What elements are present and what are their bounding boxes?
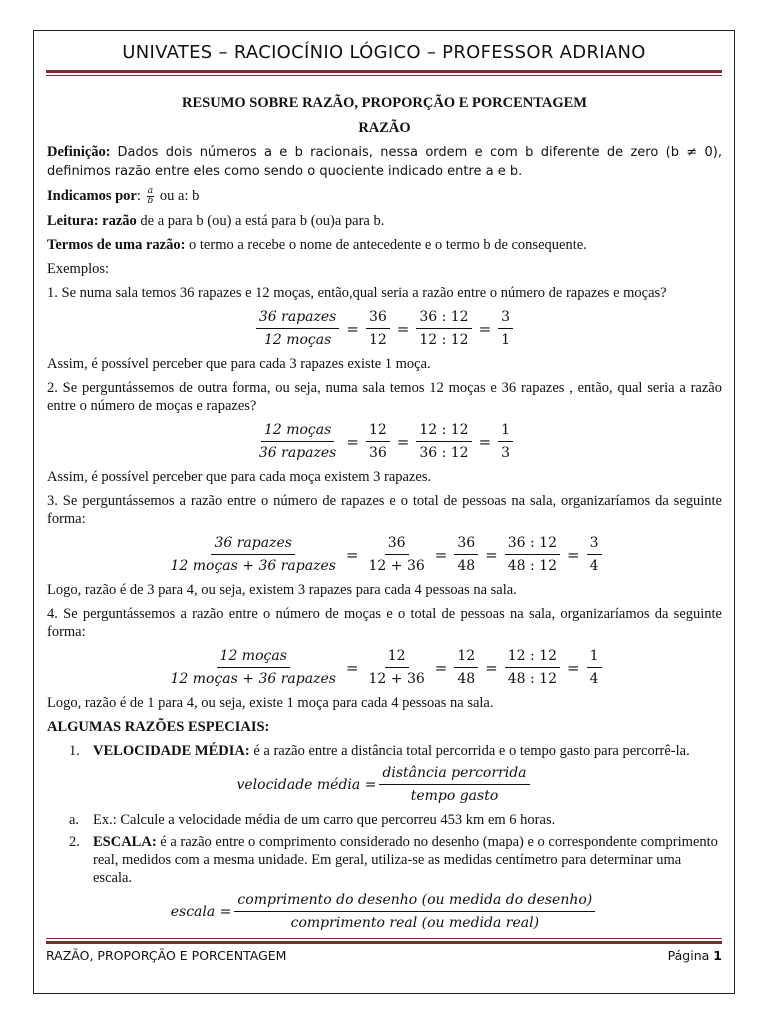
header-rule-thin: [46, 75, 722, 76]
fraction: [366, 647, 428, 688]
numerator: comprimento do desenho (ou medida do desenho): [234, 891, 595, 912]
formula-lhs: velocidade média =: [236, 776, 377, 793]
denominator: 12: [368, 332, 387, 349]
fraction: [167, 534, 338, 575]
fraction-denominator: b: [147, 196, 154, 207]
fraction: [416, 308, 471, 349]
denominator: 4: [589, 671, 599, 688]
footer-title: RAZÃO, PROPORÇÃO E PORCENTAGEM: [46, 948, 287, 963]
page-number-value: 1: [713, 948, 722, 963]
numerator: 12 : 12: [416, 421, 471, 442]
fraction-numerator: a: [147, 186, 154, 197]
list-item: [47, 811, 722, 829]
denominator: 36 : 12: [419, 445, 469, 462]
example-3-equation: $\frac{\text{36 rapazes}}{\text{12 moças + 36 rapazes}}$ = $\frac{36}{12 + 36}$ = $\frac{36}{48}$ = $\frac{36 : 12}{48 : 12}$ = $\frac{3}{4}$: [47, 534, 722, 575]
footer-rule-thin: [46, 938, 722, 939]
numerator: 12: [385, 647, 409, 668]
denominator: 48: [457, 671, 476, 688]
numerator: distância percorrida: [379, 764, 529, 785]
definition-paragraph: [47, 143, 722, 181]
velocity-formula: [47, 764, 722, 805]
example-4-conclusion: Logo, razão é de 1 para 4, ou seja, existe 1 moça para cada 4 pessoas na sala.: [47, 695, 494, 712]
denominator: 12 moças: [263, 332, 332, 349]
list-item: [47, 742, 722, 760]
denominator: tempo gasto: [410, 788, 499, 805]
termos-text: o termo a recebe o nome de antecedente e o termo b de consequente.: [189, 237, 587, 254]
fraction: [454, 647, 478, 688]
fraction: [587, 647, 602, 688]
example-1-conclusion: Assim, é possível perceber que para cada 3 rapazes existe 1 moça.: [47, 356, 431, 373]
numerator: 36 : 12: [416, 308, 471, 329]
fraction: [256, 421, 339, 462]
denominator: 12 + 36: [368, 558, 425, 575]
leitura-text: de a para b (ou) a está para b (ou)a para b.: [140, 213, 385, 230]
numerator: 12: [454, 647, 478, 668]
document-body: [47, 94, 722, 938]
fraction: [498, 308, 513, 349]
denominator: 36 rapazes: [258, 445, 337, 462]
fraction: [167, 647, 338, 688]
document-title: RESUMO SOBRE RAZÃO, PROPORÇÃO E PORCENTAGEM: [182, 95, 587, 111]
indicamos-label: Indicamos por: [47, 188, 137, 204]
numerator: 12: [366, 421, 390, 442]
example-1-equation: $\frac{\text{36 rapazes}}{\text{12 moças}}$ = $\frac{36}{12}$ = $\frac{36 : 12}{12 : 12}$ = $\frac{3}{1}$: [47, 308, 722, 349]
indicamos-colon: :: [136, 188, 141, 204]
list-marker: a.: [69, 812, 80, 829]
numerator: 1: [587, 647, 602, 668]
list-item-body: [93, 833, 722, 887]
denominator: 12 : 12: [419, 332, 469, 349]
definition-text: Dados dois números a e b racionais, nessa ordem e com b diferente de zero (b ≠ 0), definimos razão entre eles como sendo o quociente indicado entre a e b.: [47, 145, 723, 179]
fraction: [234, 891, 595, 932]
denominator: 4: [589, 558, 599, 575]
termos-label: Termos de uma razão:: [47, 237, 186, 254]
denominator: 12 + 36: [368, 671, 425, 688]
page-label: Página: [667, 948, 710, 963]
item-text: é a razão entre o comprimento considerado no desenho (mapa) e o correspondente comprimento real, medidos com a mesma unidade. Em geral, utiliza-se as medidas centímetro para determinar uma escala.: [93, 834, 718, 887]
numerator: 3: [587, 534, 602, 555]
footer-rule: [46, 941, 722, 944]
numerator: 12 moças: [217, 647, 290, 668]
example-4-text: 4. Se perguntássemos a razão entre o número de moças e o total de pessoas na sala, organizaríamos da seguinte forma:: [47, 606, 722, 641]
fraction: [366, 534, 428, 575]
denominator: 48: [457, 558, 476, 575]
fraction: [587, 534, 602, 575]
especiais-title: ALGUMAS RAZÕES ESPECIAIS:: [47, 719, 270, 736]
numerator: 36 : 12: [505, 534, 560, 555]
denominator: 12 moças + 36 rapazes: [170, 671, 336, 688]
denominator: 48 : 12: [507, 558, 557, 575]
example-4-equation: $\frac{\text{12 moças}}{\text{12 moças + 36 rapazes}}$ = $\frac{12}{12 + 36}$ = $\frac{12}{48}$ = $\frac{12 : 12}{48 : 12}$ = $\frac{1}{4}$: [47, 647, 722, 688]
leitura-paragraph: [47, 212, 722, 230]
numerator: 12 : 12: [505, 647, 560, 668]
scale-formula: [47, 891, 722, 932]
denominator: 12 moças + 36 rapazes: [170, 558, 336, 575]
numerator: 36: [366, 308, 390, 329]
example-2-conclusion: Assim, é possível perceber que para cada moça existem 3 rapazes.: [47, 469, 432, 486]
example-3-text: 3. Se perguntássemos a razão entre o número de rapazes e o total de pessoas na sala, organizaríamos da seguinte forma:: [47, 493, 722, 528]
example-2-text: 2. Se perguntássemos de outra forma, ou seja, numa sala temos 12 moças e 36 rapazes , então, qual seria a razão entre o número de moças e rapazes?: [47, 380, 722, 415]
numerator: 36 rapazes: [256, 308, 339, 329]
fraction: [366, 308, 390, 349]
especiais-heading: [47, 718, 722, 736]
item-label: VELOCIDADE MÉDIA:: [93, 743, 250, 760]
fraction: [379, 764, 529, 805]
numerator: 1: [498, 421, 513, 442]
example-1-text: 1. Se numa sala temos 36 rapazes e 12 moças, então,qual seria a razão entre o número de rapazes e moças?: [47, 285, 667, 302]
list-item: [47, 833, 722, 887]
list-marker: 2.: [69, 834, 80, 851]
formula-lhs: escala =: [170, 903, 232, 920]
denominator: 3: [501, 445, 511, 462]
fraction: [256, 308, 339, 349]
indicamos-paragraph: [47, 187, 722, 206]
numerator: 36 rapazes: [211, 534, 294, 555]
header-rule: [46, 70, 722, 73]
denominator: comprimento real (ou medida real): [290, 915, 540, 932]
exemplos-label: Exemplos:: [47, 261, 110, 278]
fraction: [454, 534, 478, 575]
item-label: ESCALA:: [93, 834, 157, 851]
leitura-label: Leitura:: [47, 213, 99, 230]
termos-paragraph: [47, 236, 722, 254]
indicamos-text: ou a: b: [159, 188, 200, 204]
list-item-body: [93, 742, 722, 760]
leitura-bold: razão: [102, 213, 137, 230]
page-number: [668, 948, 722, 963]
denominator: 48 : 12: [507, 671, 557, 688]
example-3-conclusion: Logo, razão é de 3 para 4, ou seja, existem 3 rapazes para cada 4 pessoas na sala.: [47, 582, 517, 599]
example-2-equation: $\frac{\text{12 moças}}{\text{36 rapazes}}$ = $\frac{12}{36}$ = $\frac{12 : 12}{36 : 12}$ = $\frac{1}{3}$: [47, 421, 722, 462]
page-header: UNIVATES – RACIOCÍNIO LÓGICO – PROFESSOR ADRIANO: [122, 42, 646, 63]
numerator: 36: [454, 534, 478, 555]
fraction: [505, 647, 560, 688]
numerator: 12 moças: [261, 421, 334, 442]
fraction: [416, 421, 471, 462]
list-marker: 1.: [69, 743, 80, 760]
numerator: 36: [385, 534, 409, 555]
item-text: Ex.: Calcule a velocidade média de um carro que percorreu 453 km em 6 horas.: [93, 812, 556, 829]
section-title: RAZÃO: [358, 120, 411, 136]
fraction: [366, 421, 390, 462]
denominator: 36: [368, 445, 387, 462]
item-text: é a razão entre a distância total percorrida e o tempo gasto para percorrê-la.: [253, 743, 690, 760]
fraction-a-b: [147, 187, 155, 206]
denominator: 1: [501, 332, 511, 349]
fraction: [498, 421, 513, 462]
fraction: [505, 534, 560, 575]
definition-label: Definição:: [47, 144, 111, 160]
numerator: 3: [498, 308, 513, 329]
